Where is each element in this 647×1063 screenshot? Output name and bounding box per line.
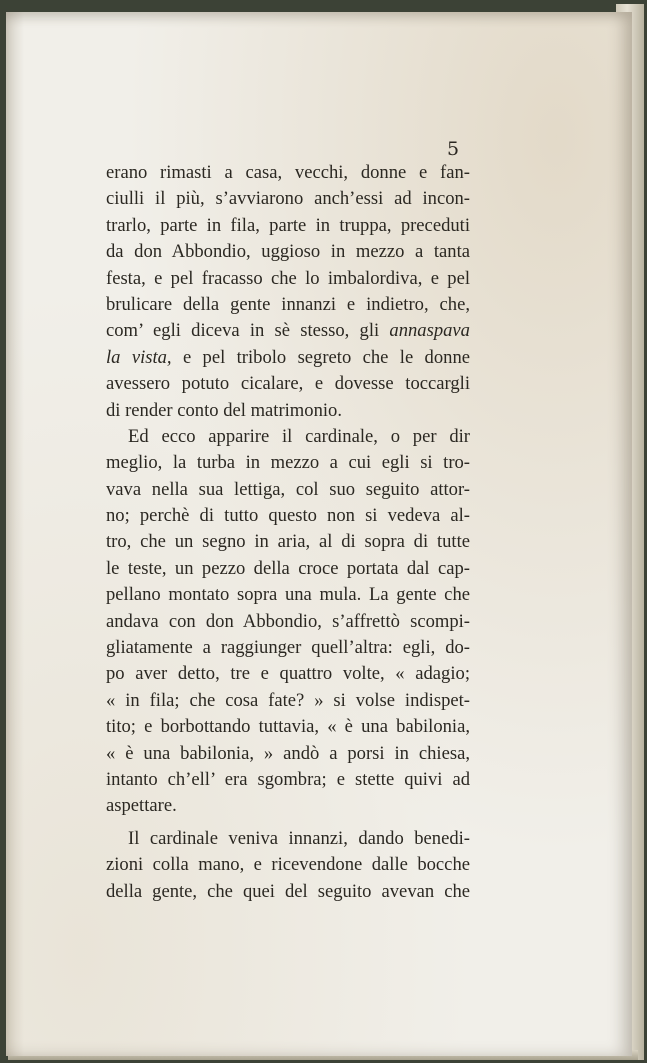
text-line: « in fila; che cosa fate? » si volse indispet- [106,689,470,711]
text-line: « è una babilonia, » andò a porsi in chiesa, [106,742,470,764]
text-line: zioni colla mano, e ricevendone dalle bocche [106,854,470,876]
text-line: trarlo, parte in fila, parte in truppa, preceduti [106,214,470,236]
text-line-with-italic [106,318,470,344]
italic-phrase: la vista, [106,346,172,368]
text-line: vava nella sua lettiga, col suo seguito attor- [106,478,470,500]
text-segment: com’ egli diceva in sè stesso, gli [106,320,380,342]
text-line: ciulli il più, s’avviarono anch’essi ad incon- [106,188,470,210]
text-line: andava con don Abbondio, s’affrettò scompi- [106,610,470,632]
text-line: gliatamente a raggiunger quell’altra: egli, do- [106,637,470,659]
text-line: festa, e pel fracasso che lo imbalordiva, e pel [106,267,470,289]
text-line: brulicare della gente innanzi e indietro, che, [106,293,470,315]
text-line: da don Abbondio, uggioso in mezzo a tanta [106,241,470,263]
text-line-with-italic [106,345,470,371]
text-line: intanto ch’ell’ era sgombra; e stette quivi ad [106,768,470,790]
text-line: della gente, che quei del seguito avevan che [106,880,470,902]
text-line: le teste, un pezzo della croce portata dal cap- [106,557,470,579]
page-number: 5 [447,138,460,160]
paragraph-start-line: Il cardinale veniva innanzi, dando benedi- [128,827,470,849]
body-text [106,160,470,905]
text-line: erano rimasti a casa, vecchi, donne e fan- [106,162,470,183]
text-line: meglio, la turba in mezzo a cui egli si tro- [106,452,470,474]
text-line: po aver detto, tre e quattro volte, « adagio; [106,663,470,685]
text-line: no; perchè di tutto questo non si vedeva al- [106,505,470,527]
text-segment: e pel tribolo segreto che le donne [182,346,470,368]
text-line: tro, che un segno in aria, al di sopra di tutte [106,531,470,553]
paragraph-start-line: Ed ecco apparire il cardinale, o per dir [128,425,470,447]
italic-phrase: annaspava [389,320,470,342]
text-line: pellano montato sopra una mula. La gente che [106,584,470,606]
paragraph-end-line: aspettare. [106,795,177,817]
text-line: avessero potuto cicalare, e dovesse toccargli [106,373,470,395]
text-line: tito; e borbottando tuttavia, « è una babilonia, [106,716,470,738]
paragraph-end-line: di render conto del matrimonio. [106,399,342,421]
